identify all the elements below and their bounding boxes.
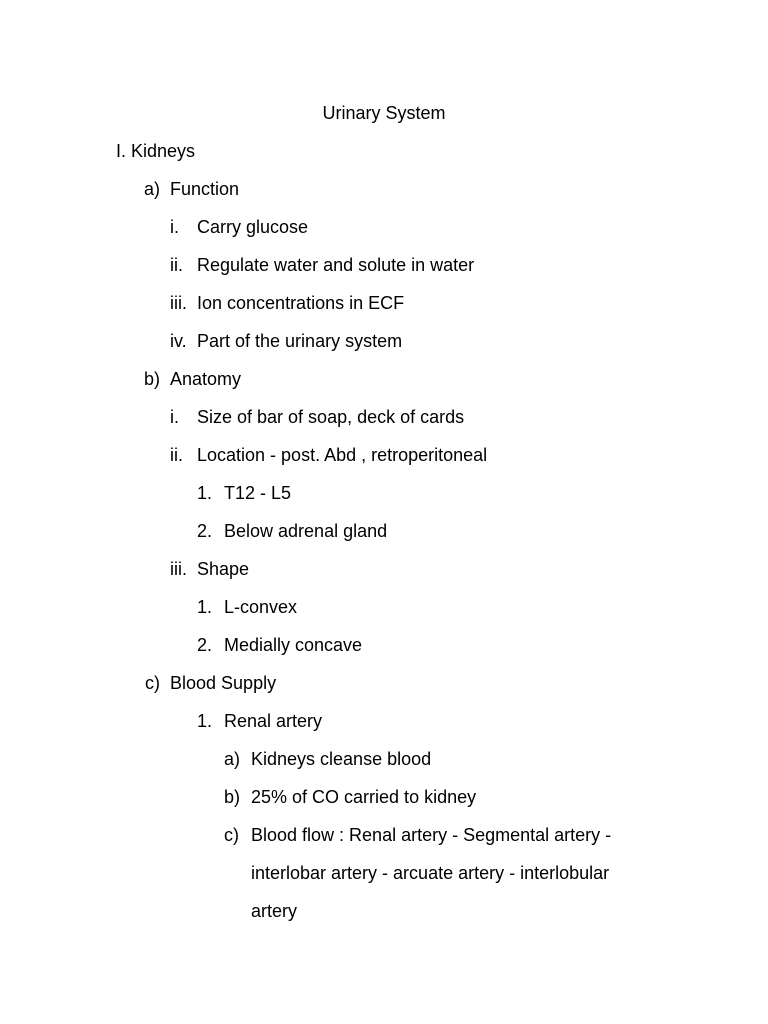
outline-item-blood-flow-continuation: artery [251, 901, 298, 921]
list-item-label: Ion concentrations in ECF [197, 293, 405, 313]
document-title: Urinary System [322, 103, 446, 123]
list-marker: iii. [170, 559, 187, 579]
list-marker: 1. [197, 711, 213, 731]
list-marker: i. [170, 407, 179, 427]
list-item-label: Regulate water and solute in water [197, 255, 475, 275]
list-marker: 1. [197, 597, 213, 617]
list-item-label: Blood flow : Renal artery - Segmental artery - [251, 825, 612, 845]
list-item-label: Anatomy [170, 369, 242, 389]
list-marker: 2. [197, 635, 213, 655]
list-item-label: Below adrenal gland [224, 521, 388, 541]
list-marker: ii. [170, 445, 183, 465]
list-item-label: Blood Supply [170, 673, 277, 693]
list-marker: b) [143, 369, 160, 389]
list-item-label: Kidneys cleanse blood [251, 749, 432, 769]
list-item-label: Renal artery [224, 711, 323, 731]
list-marker: i. [170, 217, 179, 237]
list-item-label: Function [170, 179, 240, 199]
list-marker: 2. [197, 521, 213, 541]
list-item-label: Size of bar of soap, deck of cards [197, 407, 465, 427]
list-marker: a) [224, 749, 241, 769]
list-marker: b) [224, 787, 241, 807]
list-marker: c) [145, 673, 160, 693]
list-marker: ii. [170, 255, 183, 275]
list-item-label: Shape [197, 559, 250, 579]
list-item-label: T12 - L5 [224, 483, 292, 503]
list-item-label: Medially concave [224, 635, 363, 655]
list-marker: a) [143, 179, 160, 199]
outline-item-blood-flow-continuation: interlobar artery - arcuate artery - interlobular [251, 863, 610, 883]
list-item-label: Location - post. Abd , retroperitoneal [197, 445, 488, 465]
list-marker: c) [224, 825, 239, 845]
list-marker: iv. [170, 331, 187, 351]
list-item-label: 25% of CO carried to kidney [251, 787, 477, 807]
list-item-label: Carry glucose [197, 217, 309, 237]
list-item-label: Part of the urinary system [197, 331, 403, 351]
section-heading-kidneys: I. Kidneys [116, 141, 196, 161]
list-marker: iii. [170, 293, 187, 313]
list-item-label: L-convex [224, 597, 298, 617]
list-marker: 1. [197, 483, 213, 503]
